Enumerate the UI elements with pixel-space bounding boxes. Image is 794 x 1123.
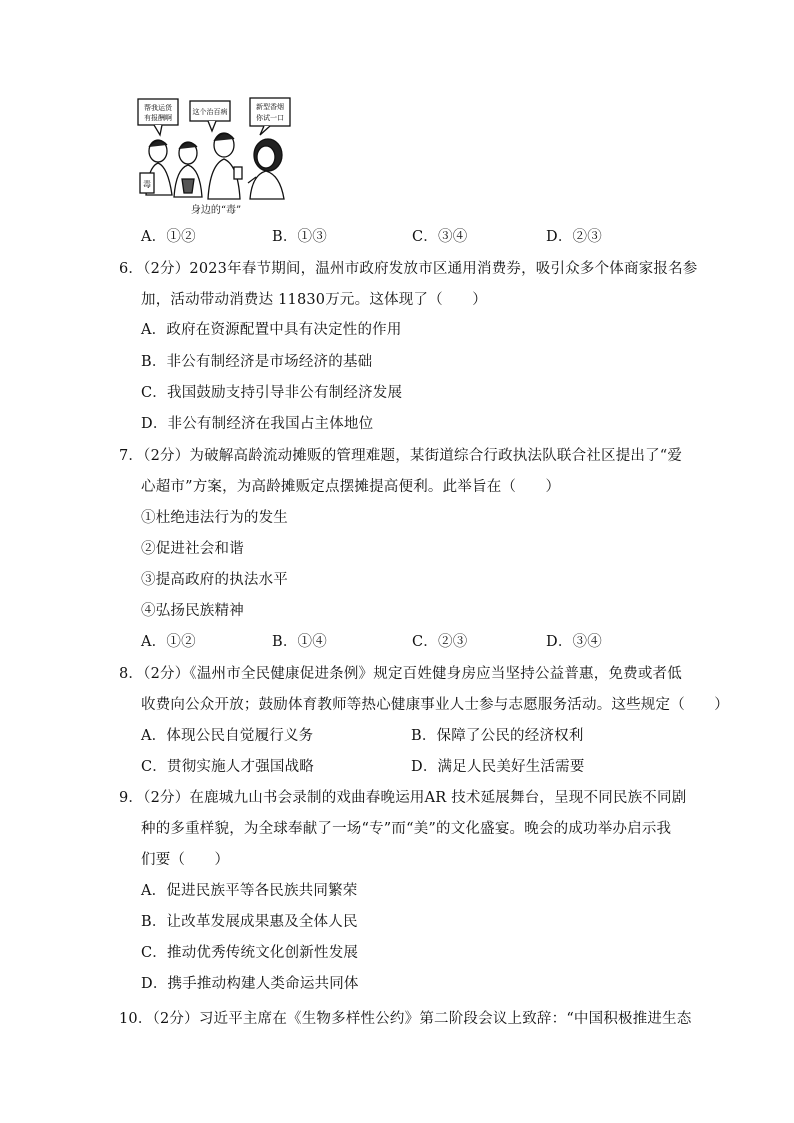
q9-stem-line-2: 种的多重样貌，为全球奉献了一场“专”而“美”的文化盛宴。晚会的成功举办启示我 — [141, 821, 672, 837]
q6-option-c[interactable]: C．我国鼓励支持引导非公有制经济发展 — [141, 385, 403, 401]
q7-option-c[interactable]: C．②③ — [412, 634, 468, 650]
q8-stem-line-2: 收费向公众开放；鼓励体育教师等热心健康事业人士参与志愿服务活动。这些规定（ ） — [141, 697, 729, 713]
q5-option-d[interactable]: D．②③ — [546, 229, 602, 245]
person-4 — [248, 139, 284, 199]
q7-option-a[interactable]: A．①② — [141, 634, 196, 650]
q8-option-c[interactable]: C．贯彻实施人才强国战略 — [141, 759, 314, 775]
person-3 — [208, 133, 242, 199]
q7-item-2: ②促进社会和谐 — [141, 541, 244, 557]
speech-bubble-3 — [250, 98, 290, 135]
q7-item-4: ④弘扬民族精神 — [141, 603, 244, 619]
q5-option-b[interactable]: B．①③ — [272, 229, 327, 245]
q7-item-1: ①杜绝违法行为的发生 — [141, 510, 288, 526]
q8-option-a[interactable]: A．体现公民自觉履行义务 — [141, 728, 314, 744]
bubble-3-line-2: 你试一口 — [256, 114, 284, 122]
cartoon-caption: 身边的“毒” — [190, 205, 242, 216]
q9-option-b[interactable]: B．让改革发展成果惠及全体人民 — [141, 914, 358, 930]
q9-option-c[interactable]: C．推动优秀传统文化创新性发展 — [141, 945, 359, 961]
q5-option-c[interactable]: C．③④ — [412, 229, 468, 245]
person-2 — [174, 142, 202, 197]
speech-bubble-2 — [190, 101, 230, 131]
q8-stem-line-1: 8．（2分）《温州市全民健康促进条例》规定百姓健身房应当坚持公益普惠，免费或者低 — [119, 666, 682, 682]
q9-option-d[interactable]: D．携手推动构建人类命运共同体 — [141, 976, 359, 992]
speech-bubble-1 — [138, 99, 178, 135]
q7-option-b[interactable]: B．①④ — [272, 634, 327, 650]
q7-item-3: ③提高政府的执法水平 — [141, 572, 288, 588]
q6-option-a[interactable]: A．政府在资源配置中具有决定性的作用 — [141, 322, 402, 338]
cartoon-illustration — [136, 95, 296, 217]
q5-option-a[interactable]: A．①② — [141, 229, 196, 245]
q6-stem-line-2: 加，活动带动消费达 11830万元。这体现了（ ） — [141, 292, 487, 308]
q10-stem-line-1: 10．（2分）习近平主席在《生物多样性公约》第二阶段会议上致辞：“中国积极推进生态 — [119, 1011, 692, 1027]
q9-stem-line-1: 9．（2分）在鹿城九山书会录制的戏曲春晚运用AR 技术延展舞台，呈现不同民族不同剧 — [119, 790, 687, 806]
q9-stem-line-3: 们要（ ） — [141, 852, 230, 868]
bubble-1-line-1: 帮我运货 — [144, 104, 172, 112]
q7-stem-line-1: 7．（2分）为破解高龄流动摊贩的管理难题，某街道综合行政执法队联合社区提出了“爱 — [119, 448, 683, 464]
q7-stem-line-2: 心超市”方案，为高龄摊贩定点摆摊提高便利。此举旨在（ ） — [141, 479, 561, 495]
q8-option-d[interactable]: D．满足人民美好生活需要 — [411, 759, 585, 775]
bubble-3-line-1: 新型香烟 — [256, 103, 284, 111]
q9-option-a[interactable]: A．促进民族平等各民族共同繁荣 — [141, 883, 358, 899]
q8-option-b[interactable]: B．保障了公民的经济权利 — [411, 728, 584, 744]
bubble-1-line-2: 有报酬啊 — [144, 114, 172, 122]
bubble-2-text: 这个治百病 — [192, 108, 228, 116]
q7-option-d[interactable]: D．③④ — [546, 634, 602, 650]
q6-option-d[interactable]: D．非公有制经济在我国占主体地位 — [141, 416, 374, 432]
q6-option-b[interactable]: B．非公有制经济是市场经济的基础 — [141, 354, 373, 370]
q6-stem-line-1: 6．（2分）2023年春节期间，温州市政府发放市区通用消费券，吸引众多个体商家报名参 — [119, 261, 698, 277]
sign-poison-text: 毒 — [143, 180, 151, 189]
person-1 — [140, 140, 172, 195]
